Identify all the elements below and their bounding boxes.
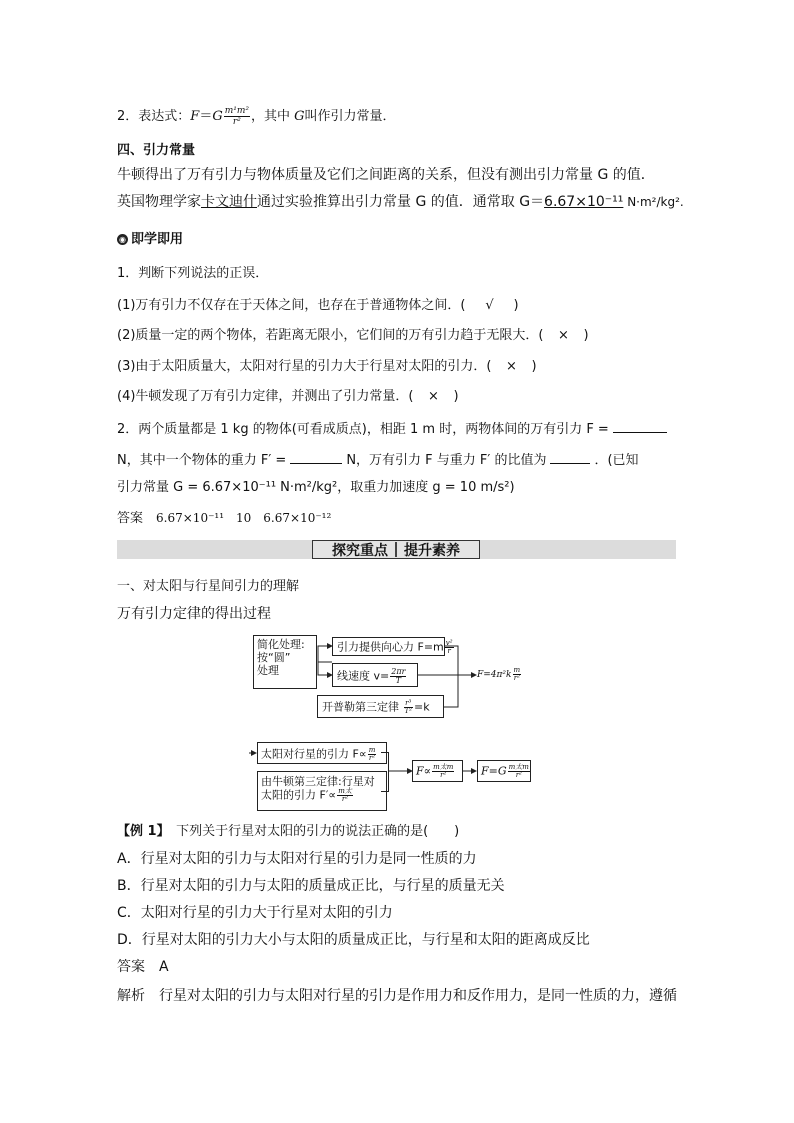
expression-suffix-2: 叫作引力常量．: [304, 109, 396, 124]
example-answer-value: A: [159, 959, 169, 975]
practice-q2-line3: 引力常量 G = 6.67×10⁻¹¹ N·m²/kg²，取重力加速度 g = 10 m/s²): [117, 480, 515, 495]
item-3-text: (3)由于太阳质量大，太阳对行星的引力大于行星对太阳的引力．(: [117, 359, 492, 374]
centripetal-den: r: [447, 647, 451, 655]
practice-bullet-icon: ◉: [117, 234, 128, 245]
kepler-num: r³: [405, 699, 412, 707]
newton-den: r²: [341, 795, 349, 803]
result1-fraction: [513, 667, 522, 682]
kepler-box: [317, 695, 444, 718]
kepler-text: 开普勒第三定律: [322, 700, 403, 714]
item-4-text: (4)牛顿发现了万有引力定律，并测出了引力常量．(: [117, 389, 414, 404]
final-fraction: [508, 764, 530, 779]
section-one-subheading: 万有引力定律的得出过程: [117, 606, 271, 622]
practice-heading: 即学即用: [131, 232, 184, 247]
g-value: 6.67×10⁻¹¹: [544, 194, 624, 210]
result-formula-1: [477, 667, 522, 682]
sun-num: m: [368, 746, 376, 754]
example-question-text: 下列关于行星对太阳的引力的说法正确的是( ): [176, 824, 460, 839]
velocity-num: 2πr: [391, 667, 406, 676]
expression-prefix: 2．表达式：: [117, 109, 191, 124]
practice-q1: 1．判断下列说法的正误．: [117, 266, 269, 281]
formula-g: G: [212, 109, 223, 124]
bracket-bottom: [381, 791, 389, 792]
example-1-question: [117, 824, 459, 840]
newton-line-2-text: 太阳的引力 F′∝: [261, 788, 337, 802]
item-2-mark: ×: [558, 328, 569, 343]
example-analysis: [117, 988, 677, 1004]
simplify-line-2: 按“圆”: [257, 651, 291, 664]
kepler-den: T²: [404, 707, 412, 715]
final-text: F=G: [481, 764, 507, 778]
simplify-line-3: 处理: [257, 664, 279, 677]
q2-line2-a: N，其中一个物体的重力 F′ =: [117, 453, 287, 468]
velocity-box: [332, 663, 418, 687]
centripetal-text: 引力提供向心力 F=m: [337, 640, 444, 654]
centripetal-box: [332, 637, 453, 656]
formula-equals: ＝: [199, 109, 213, 124]
q2-line2-b: N，万有引力 F 与重力 F′ 的比值为: [346, 453, 547, 468]
example-label: 【例 1】: [117, 824, 164, 839]
answer-values: 6.67×10⁻¹¹ 10 6.67×10⁻¹²: [156, 511, 332, 525]
option-a: A．行星对太阳的引力与太阳对行星的引力是同一性质的力: [117, 851, 477, 867]
item-3-close: ): [531, 359, 537, 374]
analysis-text: 行星对太阳的引力与太阳对行星的引力是作用力和反作用力，是同一性质的力，遵循: [159, 988, 677, 1004]
expression-suffix-1: ，其中: [251, 109, 295, 124]
result1-den: r²: [513, 674, 520, 682]
g-unit: N·m²/kg².: [623, 195, 684, 209]
result1-num: m: [513, 666, 521, 674]
simplify-line-1: 简化处理:: [257, 638, 305, 651]
section4-line2-a: 英国物理学家: [117, 194, 201, 210]
final-num: m太m: [508, 763, 529, 771]
expression-suffix-g: G: [294, 109, 305, 124]
final-law-box: [477, 760, 531, 782]
item-2-text: (2)质量一定的两个物体，若距离无限小，它们间的万有引力趋于无限大．(: [117, 328, 544, 343]
cavendish-name: 卡文迪什: [201, 194, 257, 210]
item-2-close: ): [583, 328, 589, 343]
proportional-box: [412, 760, 463, 782]
section-heading-gravitational-constant: 四、引力常量: [117, 143, 196, 158]
centripetal-num: v²: [445, 639, 453, 647]
velocity-text: 线速度 v=: [337, 669, 390, 683]
prop-fraction: [432, 764, 454, 779]
section4-line2-b: 通过实验推算出引力常量 G 的值．通常取 G＝: [257, 194, 545, 210]
simplify-box: [253, 635, 317, 689]
formula-f: F: [190, 109, 200, 124]
example-answer-label: 答案: [117, 959, 145, 975]
sun-fraction: [368, 747, 377, 762]
item-3-mark: ×: [506, 359, 517, 374]
result1-text: F=4π²k: [477, 670, 512, 680]
newton-line-1: 由牛顿第三定律:行星对: [261, 775, 375, 788]
prop-den: r²: [440, 771, 447, 779]
prop-num: m太m: [433, 763, 454, 771]
bracket-line: [388, 752, 389, 792]
option-d: D．行星对太阳的引力大小与太阳的质量成正比，与行星和太阳的距离成反比: [117, 932, 590, 948]
centripetal-fraction: [445, 640, 454, 655]
sun-den: r²: [368, 754, 376, 762]
formula-numerator: m¹m²: [224, 106, 250, 116]
answer-label: 答案: [117, 511, 144, 526]
banner-left-title: 探究重点: [332, 542, 388, 559]
item-1-text: (1)万有引力不仅存在于天体之间，也存在于普通物体之间．(: [117, 298, 466, 313]
item-4-close: ): [453, 389, 459, 404]
newton-fraction: [337, 788, 353, 803]
newton-third-law-box: [257, 771, 387, 811]
formula-denominator: r²: [232, 117, 241, 127]
option-b: B．行星对太阳的引力与太阳的质量成正比，与行星的质量无关: [117, 878, 505, 894]
q2-line2-c: ．(已知: [594, 453, 639, 468]
kepler-tail: =k: [413, 700, 430, 714]
analysis-label: 解析: [117, 988, 145, 1004]
velocity-fraction: [390, 668, 406, 685]
example-answer: [117, 959, 169, 975]
newton-line-2: [261, 788, 383, 803]
sun-on-planet-box: [257, 742, 387, 764]
final-den: r²: [515, 771, 522, 779]
sun-on-planet-text: 太阳对行星的引力 F∝: [261, 747, 367, 761]
prop-text: F∝: [416, 764, 432, 778]
section4-line1: 牛顿得出了万有引力与物体质量及它们之间距离的关系，但没有测出引力常量 G 的值．: [117, 167, 655, 183]
kepler-fraction: [404, 700, 413, 715]
item-1-close: ): [513, 298, 519, 313]
section-one-heading: 一、对太阳与行星间引力的理解: [117, 579, 300, 594]
item-4-mark: ×: [428, 389, 439, 404]
q2-line1-text: 2．两个质量都是 1 kg 的物体(可看成质点)，相距 1 m 时，两物体间的万有引力 F =: [117, 422, 609, 437]
velocity-den: T: [395, 676, 401, 685]
newton-num: m太: [338, 787, 352, 795]
banner-right-title: 提升素养: [404, 542, 460, 559]
bracket-top: [381, 752, 389, 753]
item-1-mark: √: [485, 298, 494, 313]
option-c: C．太阳对行星的引力大于行星对太阳的引力: [117, 905, 393, 921]
